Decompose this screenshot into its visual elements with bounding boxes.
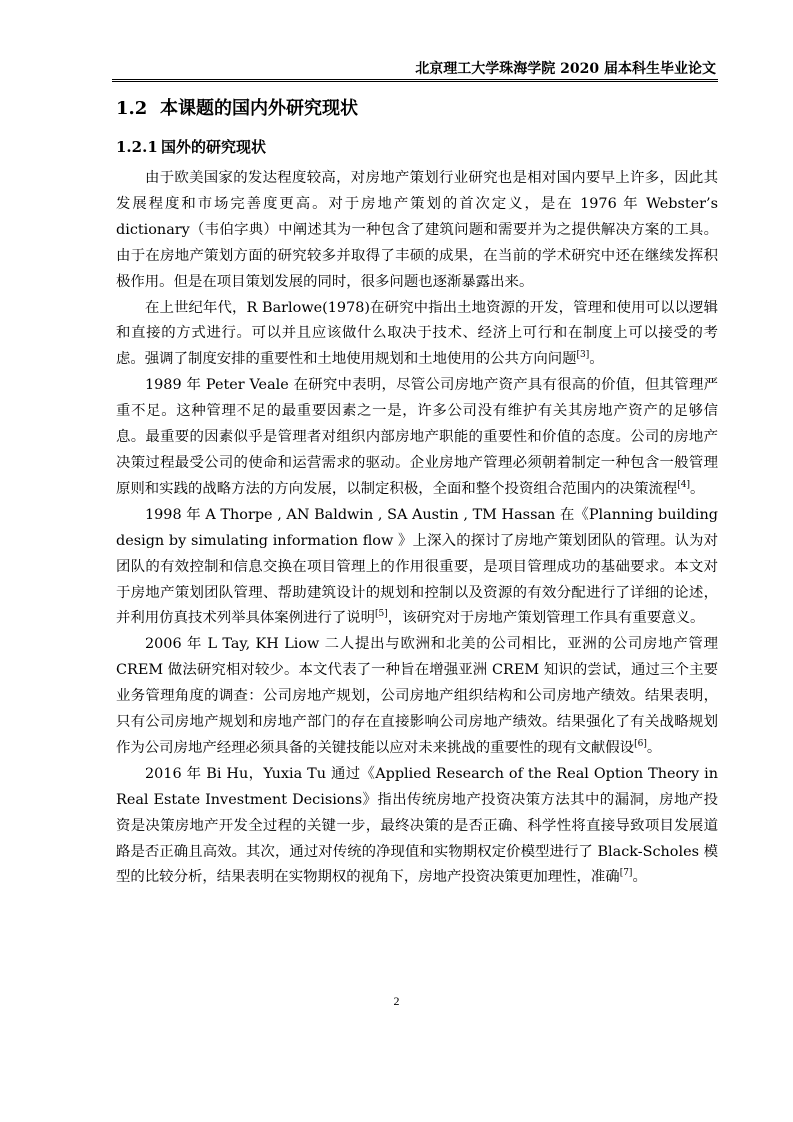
paragraph-tail: 。 [646, 739, 662, 756]
paragraph-tail: 。 [690, 480, 705, 497]
paragraph-text: 1998 年 A Thorpe , AN Baldwin , SA Austin , TM Hassan 在《Planning building design by simulating information flow 》上深入的探讨了房地产策划团队的管理。认为对团队的有效控制和信息交换在项目管理上的作用很重要，是项目管理成功的基础要求。本文对于房地产策划团队管理、帮助建筑设计的规划和控制以及资源的有效分配进行了详细的论述，并利用仿真技术列举具体案例进行了说明 [116, 506, 718, 627]
paragraph-text: 1989 年 Peter Veale 在研究中表明，尽管公司房地产资产具有很高的价值，但其管理严重不足。这种管理不足的最重要因素之一是，许多公司没有维护有关其房地产资产的足够信息。最重要的因素似乎是管理者对组织内部房地产职能的重要性和价值的态度。公司的房地产决策过程最受公司的使命和运营需求的驱动。企业房地产管理必须朝着制定一种包含一般管理原则和实践的战略方法的方向发展，以制定积极，全面和整个投资组合范围内的决策流程 [116, 377, 718, 497]
section-number: 1.2 [116, 98, 148, 119]
subsection-number: 1.2.1 [116, 138, 158, 156]
citation-ref: [4] [677, 480, 690, 491]
body-text [116, 166, 718, 891]
header-rule [112, 79, 718, 82]
paragraph-text: 在上世纪年代，R Barlowe(1978)在研究中指出土地资源的开发，管理和使用可以以逻辑和直接的方式进行。可以并且应该做什么取决于技术、经济上可行和在制度上可以接受的考虑。强调了制度安排的重要性和土地使用规划和土地使用的公共方向问题 [116, 299, 718, 368]
paragraph-tail: 。 [589, 351, 604, 368]
citation-ref: [3] [576, 350, 590, 361]
paragraph [116, 762, 718, 892]
paragraph [116, 296, 718, 374]
paragraph [116, 503, 718, 633]
paragraph-text: 2016 年 Bi Hu，Yuxia Tu 通过《Applied Research of the Real Option Theory in Real Estate Investment Decisions》指出传统房地产投资决策方法其中的漏洞，房地产投资是决策房地产开发全过程的关键一步，最终决策的是否正确、科学性将直接导致项目发展道路是否正确且高效。其次，通过对传统的净现值和实物期权定价模型进行了 Black-Scholes 模型的比较分析，结果表明在实物期权的视角下，房地产投资决策更加理性，准确 [116, 765, 718, 886]
section-title: 本课题的国内外研究现状 [160, 98, 358, 119]
running-header: 北京理工大学珠海学院 2020 届本科生毕业论文 [415, 61, 716, 77]
paragraph-tail: 。 [632, 869, 647, 886]
paragraph [116, 166, 718, 296]
paragraph-tail: ，该研究对于房地产策划管理工作具有重要意义。 [387, 610, 705, 627]
paragraph-text: 2006 年 L Tay, KH Liow 二人提出与欧洲和北美的公司相比，亚洲的公司房地产管理 CREM 做法研究相对较少。本文代表了一种旨在增强亚洲 CREM 知识的尝试，通过三个主要业务管理角度的调查：公司房地产规划，公司房地产组织结构和公司房地产绩效。结果表明，只有公司房地产规划和房地产部门的存在直接影响公司房地产绩效。结果强化了有关战略规划作为公司房地产经理必须具备的关键技能以应对未来挑战的重要性的现有文献假设 [116, 636, 718, 756]
section-heading [116, 94, 358, 120]
citation-ref: [6] [634, 739, 647, 750]
subsection-heading [116, 136, 266, 157]
citation-ref: [5] [375, 609, 388, 620]
paragraph [116, 632, 718, 762]
subsection-title: 国外的研究现状 [161, 138, 267, 156]
paragraph-text: 由于欧美国家的发达程度较高，对房地产策划行业研究也是相对国内要早上许多，因此其发展程度和市场完善度更高。对于房地产策划的首次定义，是在 1976 年 Webster’s dictionary（韦伯字典）中阐述其为一种包含了建筑问题和需要并为之提供解决方案的工具。由于在房地产策划方面的研究较多并取得了丰硕的成果，在当前的学术研究中还在继续发挥积极作用。但是在项目策划发展的同时，很多问题也逐渐暴露出来。 [116, 170, 718, 290]
citation-ref: [7] [619, 868, 633, 879]
paragraph [116, 373, 718, 503]
page-number: 2 [393, 994, 400, 1008]
